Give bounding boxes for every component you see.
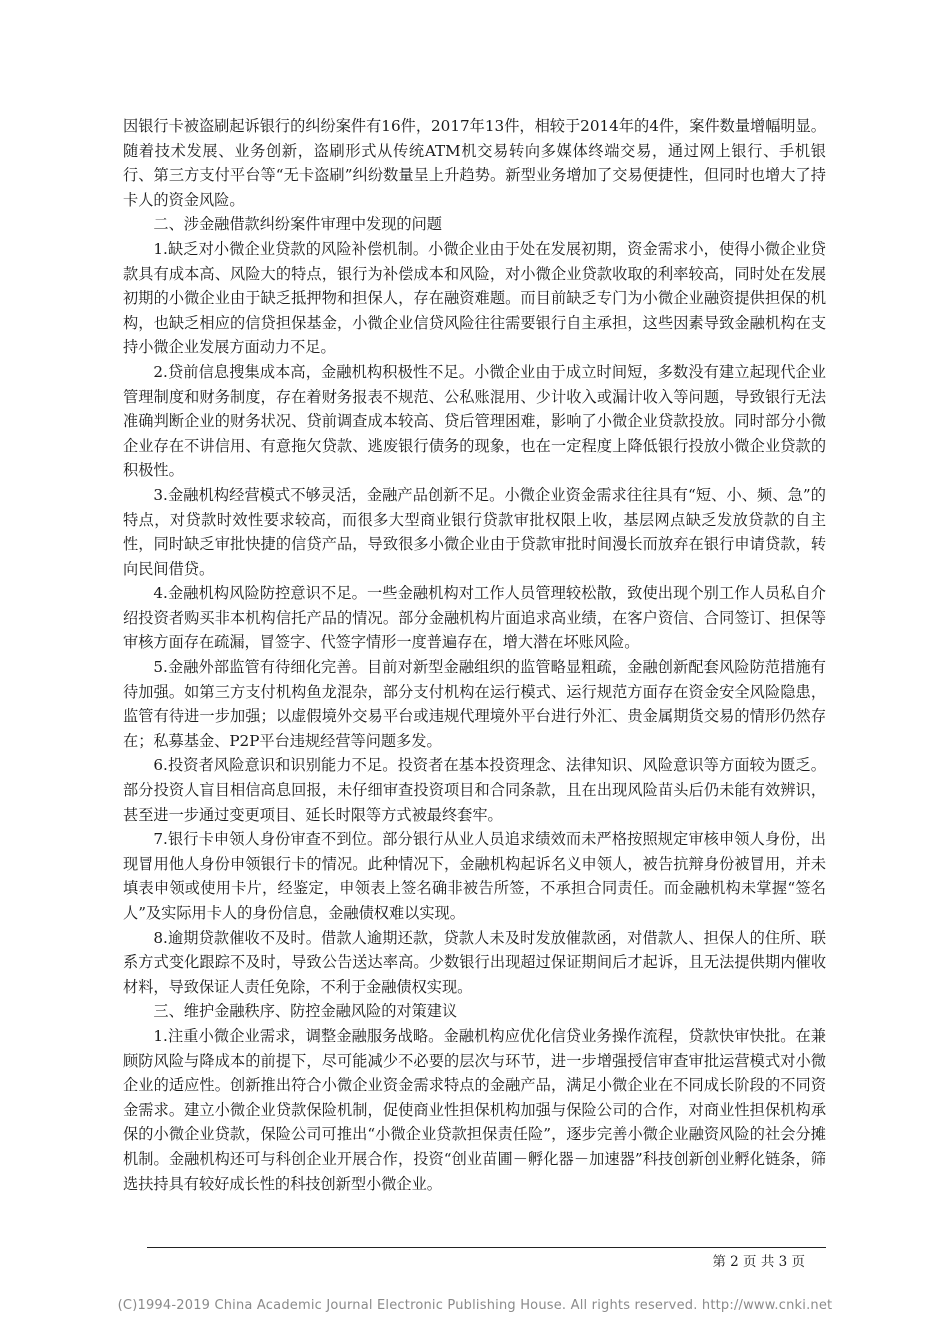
section-heading-problems: 二、涉金融借款纠纷案件审理中发现的问题 — [153, 215, 442, 234]
paragraph-problem-2: 2.贷前信息搜集成本高，金融机构积极性不足。小微企业由于成立时间短，多数没有建立起现代企业管理制度和财务制度，存在着财务报表不规范、公私账混用、少计收入或漏计收入等问题，导致银行无法准确判断企业的财务状况、贷前调查成本较高、贷后管理困难，影响了小微企业贷款投放。同时部分小微企业存在不讲信用、有意拖欠贷款、逃废银行债务的现象，也在一定程度上降低银行投放小微企业贷款的积极性。 — [123, 362, 826, 480]
paragraph-problem-7: 7.银行卡申领人身份审查不到位。部分银行从业人员追求绩效而未严格按照规定审核申领人身份，出现冒用他人身份申领银行卡的情况。此种情况下，金融机构起诉名义申领人，被告抗辩身份被冒用，并未填表申领或使用卡片，经鉴定，申领表上签名确非被告所签，不承担合同责任。而金融机构未掌握“签名人”及实际用卡人的身份信息，金融债权难以实现。 — [123, 830, 826, 922]
copyright-footer: (C)1994-2019 China Academic Journal Electronic Publishing House. All rights reserved. http://www.cnki.net — [117, 1298, 833, 1313]
page-number: 第 2 页 共 3 页 — [712, 1254, 805, 1270]
footer-divider — [147, 1247, 826, 1248]
paragraph-suggestion-1: 1.注重小微企业需求，调整金融服务战略。金融机构应优化信贷业务操作流程，贷款快审快批。在兼顾防风险与降成本的前提下，尽可能减少不必要的层次与环节，进一步增强授信审查审批运营模式对小微企业的适应性。创新推出符合小微企业资金需求特点的金融产品，满足小微企业在不同成长阶段的不同资金需求。建立小微企业贷款保险机制，促使商业性担保机构加强与保险公司的合作，对商业性担保机构承保的小微企业贷款，保险公司可推出“小微企业贷款担保责任险”，逐步完善小微企业融资风险的社会分摊机制。金融机构还可与科创企业开展合作，投资“创业苗圃－孵化器－加速器”科技创新创业孵化链条，筛选扶持具有较好成长性的科技创新型小微企业。 — [123, 1026, 826, 1193]
paragraph-problem-4: 4.金融机构风险防控意识不足。一些金融机构对工作人员管理较松散，致使出现个别工作人员私自介绍投资者购买非本机构信托产品的情况。部分金融机构片面追求高业绩，在客户资信、合同签订、担保等审核方面存在疏漏，冒签字、代签字情形一度普遍存在，增大潜在坏账风险。 — [123, 584, 826, 652]
section-heading-suggestions: 三、维护金融秩序、防控金融风险的对策建议 — [153, 1002, 458, 1021]
paragraph-problem-6: 6.投资者风险意识和识别能力不足。投资者在基本投资理念、法律知识、风险意识等方面较为匮乏。部分投资人盲目相信高息回报，未仔细审查投资项目和合同条款，且在出现风险苗头后仍未能有效辨识，甚至进一步通过变更项目、延长时限等方式被最终套牢。 — [123, 756, 826, 824]
paragraph-problem-5: 5.金融外部监管有待细化完善。目前对新型金融组织的监管略显粗疏，金融创新配套风险防范措施有待加强。如第三方支付机构鱼龙混杂，部分支付机构在运行模式、运行规范方面存在资金安全风险隐患，监管有待进一步加强；以虚假境外交易平台或违规代理境外平台进行外汇、贵金属期货交易的情形仍然存在；私募基金、P2P平台违规经营等问题多发。 — [123, 658, 826, 750]
paragraph-continuation: 因银行卡被盗刷起诉银行的纠纷案件有16件，2017年13件，相较于2014年的4件，案件数量增幅明显。随着技术发展、业务创新，盗刷形式从传统ATM机交易转向多媒体终端交易，通过网上银行、手机银行、第三方支付平台等“无卡盗刷”纠纷数量呈上升趋势。新型业务增加了交易便捷性，但同时也增大了持卡人的资金风险。 — [123, 117, 826, 209]
paragraph-problem-3: 3.金融机构经营模式不够灵活，金融产品创新不足。小微企业资金需求往往具有“短、小、频、急”的特点，对贷款时效性要求较高，而很多大型商业银行贷款审批权限上收，基层网点缺乏发放贷款的自主性，同时缺乏审批快捷的信贷产品，导致很多小微企业由于贷款审批时间漫长而放弃在银行申请贷款，转向民间借贷。 — [123, 485, 826, 578]
paragraph-problem-1: 1.缺乏对小微企业贷款的风险补偿机制。小微企业由于处在发展初期，资金需求小，使得小微企业贷款具有成本高、风险大的特点，银行为补偿成本和风险，对小微企业贷款收取的利率较高，同时处在发展初期的小微企业由于缺乏抵押物和担保人，存在融资难题。而目前缺乏专门为小微企业融资提供担保的机构，也缺乏相应的信贷担保基金，小微企业信贷风险往往需要银行自主承担，这些因素导致金融机构在支持小微企业发展方面动力不足。 — [123, 239, 826, 357]
document-body — [123, 114, 826, 1196]
paragraph-problem-8: 8.逾期贷款催收不及时。借款人逾期还款，贷款人未及时发放催款函，对借款人、担保人的住所、联系方式变化跟踪不及时，导致公告送达率高。少数银行出现超过保证期间后才起诉，且无法提供期内催收材料，导致保证人责任免除，不利于金融债权实现。 — [123, 928, 826, 996]
